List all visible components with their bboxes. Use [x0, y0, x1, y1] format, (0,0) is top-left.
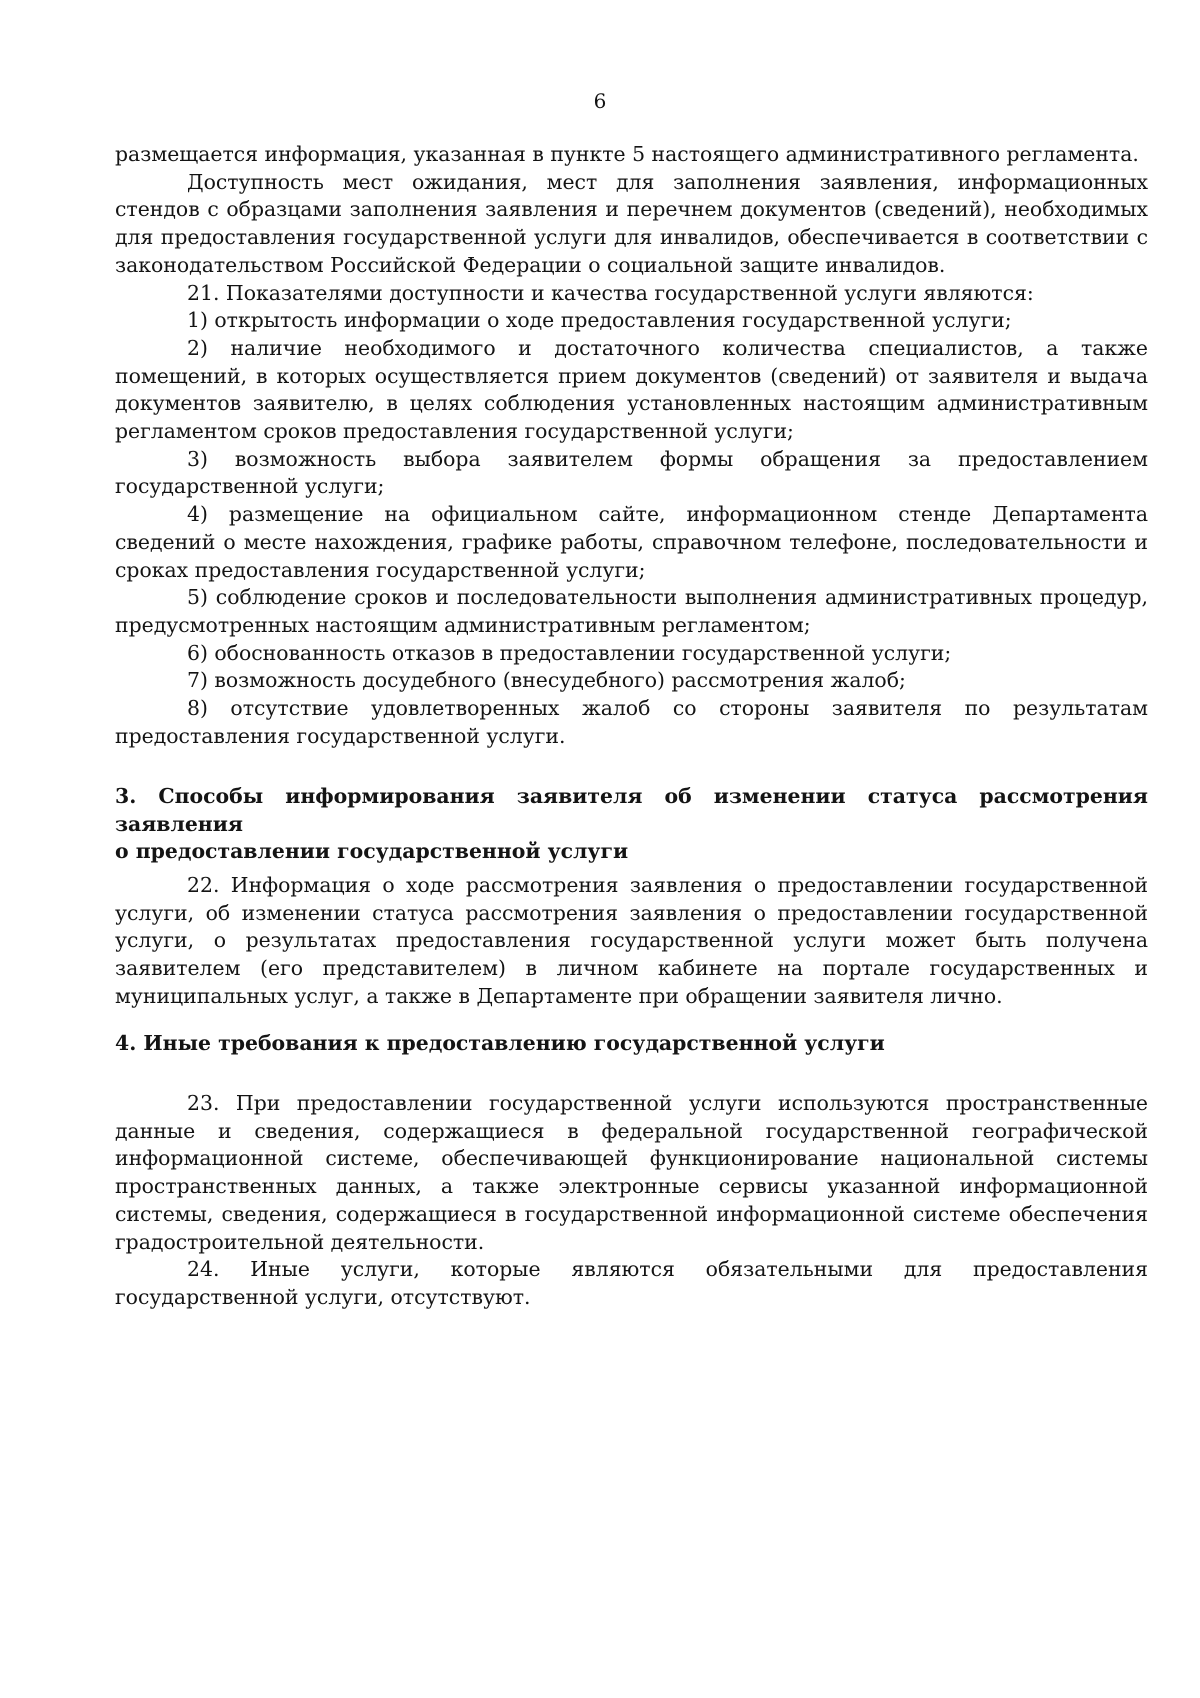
list-item: 1) открытость информации о ходе предоставления государственной услуги; [187, 308, 1012, 333]
list-item: 5) соблюдение сроков и последовательности выполнения административных процедур, предусмотренных настоящим административным регламентом; [115, 585, 1148, 637]
list-item: 8) отсутствие удовлетворенных жалоб со стороны заявителя по результатам предоставления государственной услуги. [115, 696, 1148, 748]
paragraph: 24. Иные услуги, которые являются обязательными для предоставления государственной услуги, отсутствуют. [115, 1257, 1148, 1309]
paragraph: 23. При предоставлении государственной услуги используются пространственные данные и сведения, содержащиеся в федеральной государственной географической информационной системе, обеспечивающей функционирование национальной системы пространственных данных, а также электронные сервисы указанной информационной системы, сведения, содержащиеся в государственной информационной системе обеспечения градостроительной деятельности. [115, 1091, 1148, 1254]
section-heading-line: о предоставлении государственной услуги [115, 839, 629, 864]
list-item: 4) размещение на официальном сайте, информационном стенде Департамента сведений о месте нахождения, графике работы, справочном телефоне, последовательности и сроках предоставления государственной услуги; [115, 502, 1148, 582]
section-heading-line: 3. Способы информирования заявителя об изменении статуса рассмотрения заявления [115, 784, 1148, 836]
section-heading-line: 4. Иные требования к предоставлению государственной услуги [115, 1031, 885, 1055]
section-heading [115, 783, 1148, 866]
status-info-section [115, 872, 1148, 1011]
list-item: 6) обоснованность отказов в предоставлении государственной услуги; [187, 640, 952, 665]
list-item: 2) наличие необходимого и достаточного количества специалистов, а также помещений, в которых осуществляется прием документов (сведений) от заявителя и выдача документов заявителю, в целях соблюдения установленных настоящим административным регламентом сроков предоставления государственной услуги; [115, 335, 1148, 444]
accessibility-section [115, 141, 1148, 750]
list-item: 7) возможность досудебного (внесудебного) рассмотрения жалоб; [187, 668, 906, 693]
other-requirements-section [115, 1090, 1148, 1312]
paragraph: 21. Показателями доступности и качества государственной услуги являются: [187, 280, 1034, 305]
list-item: 3) возможность выбора заявителем формы обращения за предоставлением государственной услуги; [115, 446, 1148, 499]
paragraph: размещается информация, указанная в пункте 5 настоящего административного регламента. [115, 142, 1139, 166]
paragraph: Доступность мест ожидания, мест для заполнения заявления, информационных стендов с образцами заполнения заявления и перечнем документов (сведений), необходимых для предоставления государственной услуги для инвалидов, обеспечивается в соответствии с законодательством Российской Федерации о социальной защите инвалидов. [115, 169, 1148, 277]
section-heading [115, 1030, 1148, 1058]
paragraph: 22. Информация о ходе рассмотрения заявления о предоставлении государственной услуги, об изменении статуса рассмотрения заявления о предоставлении государственной услуги, о результатах предоставления государственной услуги может быть получена заявителем (его представителем) в личном кабинете на портале государственных и муниципальных услуг, а также в Департаменте при обращении заявителя лично. [115, 873, 1148, 1008]
page-number: 6 [593, 89, 607, 113]
